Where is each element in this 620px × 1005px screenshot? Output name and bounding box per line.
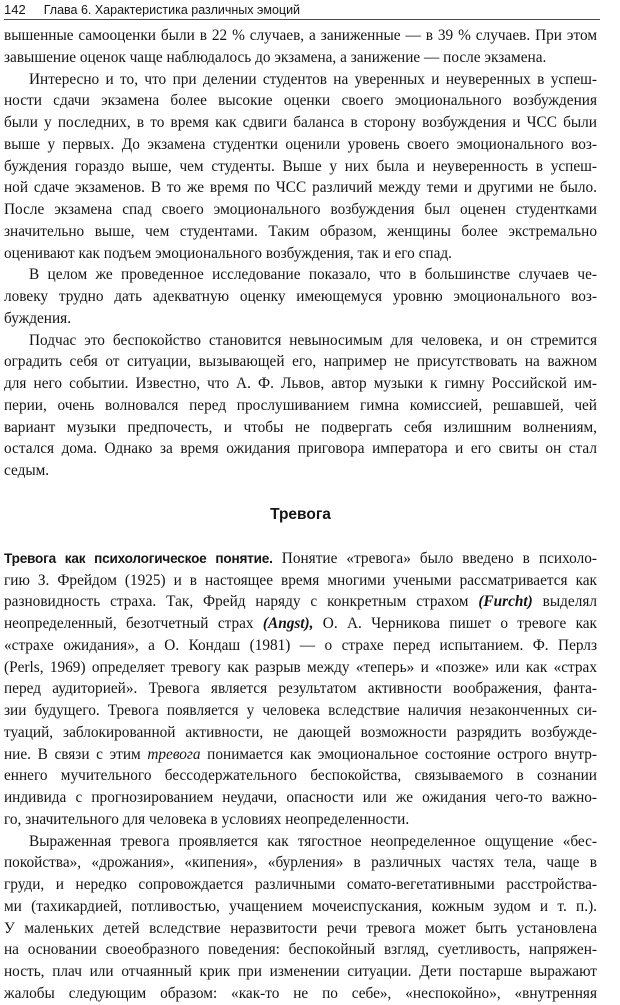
text-line: индивида с прогнозированием неудачи, опасности или же ожидания чего-то важно- (4, 789, 597, 806)
text-line: вышенные самооценки были в 22 % случаев, а заниженные — в 39 % случаев. При этом (4, 27, 597, 44)
paragraph-lvov (4, 330, 597, 482)
text-fragment: неопределенный, безотчетный страх (4, 615, 263, 632)
term-trevoga: тревога (147, 745, 201, 763)
paragraph-conclusion (4, 264, 597, 329)
text-line: вариант музыки предпочесть, и чтобы не подвергать себя излишним волнениям, (4, 418, 597, 436)
text-line: зии будущего. Тревога появляется у человека вследствие наличия незаконченных си- (4, 702, 597, 719)
text-line: ми (тахикардией, потливостью, учащением мочеиспускания, кожным зудом и т. п.). (4, 897, 597, 915)
text-line: были у последних, в то время как сдвиги баланса в сторону возбуждения и ЧСС были (4, 114, 597, 131)
text-line: Подчас это беспокойство становится невыносимым для человека, и он стремится (29, 331, 597, 349)
body-text (4, 25, 597, 1005)
running-head (4, 2, 604, 18)
text-line: жалобы следующим образом: «как-то не по себе», «неспокойно», «внутренняя (4, 984, 597, 1002)
text-line: гию З. Фрейдом (1925) и в настоящее время многими учеными рассматривается как (4, 571, 597, 589)
text-line (4, 613, 597, 635)
text-line: еннего мучительного бессодержательного беспокойства, связываемого в сознании (4, 767, 597, 785)
text-line: После экзамена спад своего эмоционального возбуждения был оценен студентками (4, 201, 597, 218)
text-line: остался дома. Однако за время ожидания приговора императора и его свиты он стал (4, 440, 597, 458)
text-line: У маленьких детей вследствие неразвитости речи тревога может быть установлена (4, 919, 597, 937)
text-line: ловеку трудно дать адекватную оценку имеющемуся уровню эмоционального воз- (4, 288, 597, 305)
text-line: (Perls, 1969) определяет тревогу как разрыв между «теперь» и «позже» или как «страх (4, 658, 597, 676)
paragraph-continued (4, 25, 597, 69)
text-fragment: понимается как эмоциональное состояние острого внутр- (200, 745, 597, 763)
text-line: Выраженная тревога проявляется как тягостное неопределенное ощущение «бес- (29, 832, 597, 850)
text-line (4, 548, 597, 570)
text-line: оценивают как подъем эмоционального возбуждения, так и его спад. (4, 244, 452, 262)
text-fragment: О. А. Черникова пишет о тревоге как (313, 615, 597, 632)
text-line: завышение оценок чаще наблюдалось до экзамена, а занижение — после экзамена. (4, 48, 547, 66)
text-line: груди, и нередко сопровождается различными сомато-вегетативными расстройства- (4, 876, 597, 893)
section-heading: Тревога (270, 505, 331, 523)
text-line: туаций, заблокированной активности, не дающей возможности разрядить возбужде- (4, 723, 597, 741)
text-line: на основании своеобразного поведения: беспокойный взгляд, суетливость, напряжен- (4, 941, 597, 959)
text-fragment: Понятие «тревога» было введено в психоло- (272, 549, 597, 567)
text-line: ности сдачи экзамена более высокие оценки своего эмоционального возбуждения (4, 92, 597, 110)
paragraph-anxiety-symptoms (4, 831, 597, 1005)
term-angst: (Angst), (262, 615, 314, 632)
text-fragment: ние. В связи с этим (4, 745, 148, 763)
text-fragment: разновидность страха. Так, Фрейд наряду с конкретным страхом (4, 593, 479, 611)
text-line: ной сдаче экзаменов. В то же время по ЧСС различий между теми и другими не было. (4, 179, 597, 197)
text-line: покойства», «дрожания», «кипения», «бурления» в различных частях тела, чаще в (4, 854, 597, 872)
text-line: оградить себя от ситуации, вызывающей его, например не присутствовать на важном (4, 353, 597, 371)
text-line (4, 591, 597, 613)
text-line (4, 744, 597, 766)
text-line: значительно выше, чем студентами. Таким образом, женщины более экстремально (4, 222, 597, 240)
header-rule (4, 19, 600, 20)
text-line: перии, очень волновался перед прослушиванием гимна комиссией, решавшей, чей (4, 396, 597, 414)
page-number: 142 (4, 2, 26, 17)
text-line: Интересно и то, что при делении студентов на уверенных и неуверенных в успеш- (29, 70, 597, 88)
text-fragment: выделял (532, 593, 597, 611)
term-furcht: (Furcht) (478, 593, 533, 611)
text-line: для него событии. Известно, что А. Ф. Львов, автор музыки к гимну Российской им- (4, 375, 597, 392)
paragraph-students-confidence (4, 69, 597, 265)
text-line: «страхе ожидания», а О. Кондаш (1981) — о страхе перед испытанием. Ф. Перлз (4, 636, 597, 654)
text-line: ность, плач или отчаянный крик при изменении ситуации. Дети постарше выражают (4, 963, 597, 980)
text-line: перед аудиторией». Тревога является результатом активности воображения, фанта- (4, 680, 597, 698)
text-line: буждения гораздо выше, чем студенты. Выше у них была и неуверенность в успеш- (4, 157, 597, 175)
text-line: В целом же проведенное исследование показало, что в большинстве случаев че- (29, 266, 597, 284)
text-line: выше у первых. До экзамена студентки оценили уровень своего эмоционального воз- (4, 135, 597, 153)
text-line: го, значительного для человека в условиях неопределенности. (4, 810, 410, 828)
text-line: буждения. (4, 309, 72, 327)
chapter-title: Глава 6. Характеристика различных эмоций (43, 3, 301, 17)
text-line: седым. (4, 462, 50, 479)
run-in-heading: Тревога как психологическое понятие. (4, 550, 273, 566)
paragraph-anxiety-concept (4, 548, 597, 831)
